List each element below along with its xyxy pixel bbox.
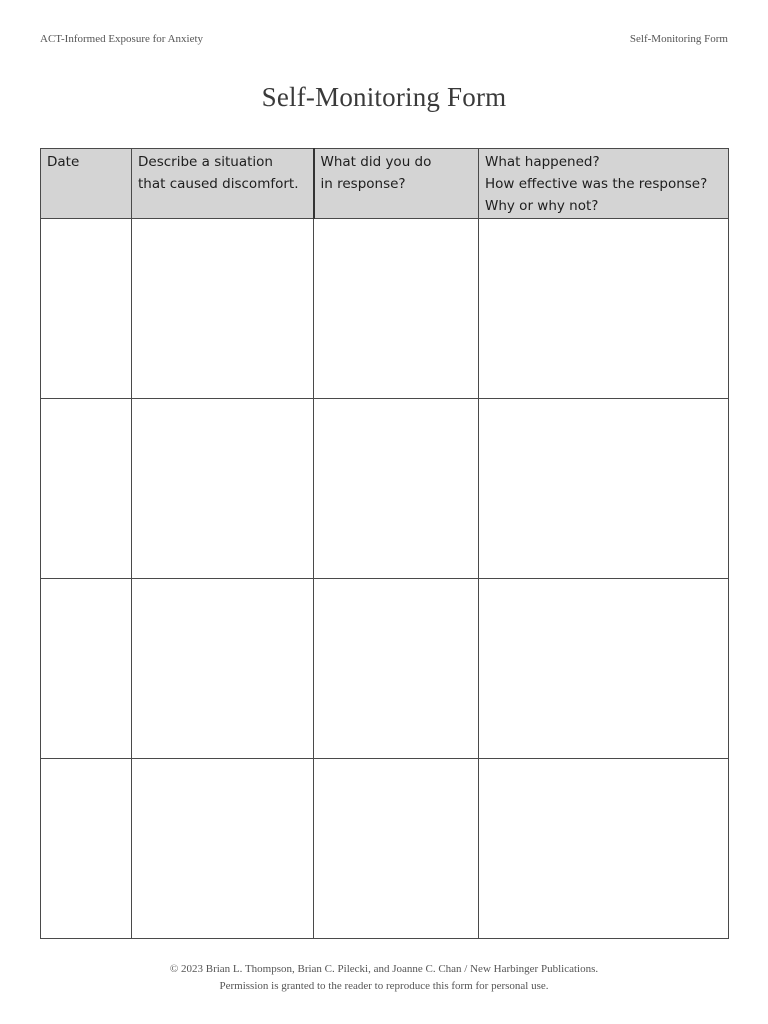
column-header-date (41, 149, 132, 219)
response-cell[interactable] (314, 399, 479, 579)
outcome-cell[interactable] (479, 219, 729, 399)
header-text-line: Why or why not? (485, 198, 599, 214)
response-cell[interactable] (314, 219, 479, 399)
column-header-outcome (479, 149, 729, 219)
response-cell[interactable] (314, 579, 479, 759)
outcome-cell[interactable] (479, 399, 729, 579)
header-text-line: in response? (320, 176, 406, 192)
running-header (40, 33, 728, 49)
header-row (41, 149, 729, 219)
header-text-line: What happened? (485, 154, 600, 170)
date-cell[interactable] (41, 759, 132, 939)
response-cell[interactable] (314, 759, 479, 939)
date-cell[interactable] (41, 579, 132, 759)
situation-cell[interactable] (132, 399, 314, 579)
date-cell[interactable] (41, 399, 132, 579)
situation-cell[interactable] (132, 219, 314, 399)
column-header-situation (132, 149, 314, 219)
page-title: Self-Monitoring Form (261, 82, 507, 112)
table-row (41, 219, 729, 399)
header-text-line: that caused discomfort. (138, 176, 299, 192)
copyright-line: © 2023 Brian L. Thompson, Brian C. Pilecki, and Joanne C. Chan / New Harbinger Publications. (169, 963, 599, 975)
header-text-line: How effective was the response? (485, 176, 708, 192)
outcome-cell[interactable] (479, 579, 729, 759)
column-header-response (314, 149, 479, 219)
situation-cell[interactable] (132, 579, 314, 759)
table-row (41, 399, 729, 579)
table-row (41, 759, 729, 939)
copyright-footer (0, 961, 768, 995)
form-name: Self-Monitoring Form (629, 33, 728, 45)
outcome-cell[interactable] (479, 759, 729, 939)
table-row (41, 579, 729, 759)
header-text-line: Date (47, 154, 80, 170)
permission-line: Permission is granted to the reader to reproduce this form for personal use. (219, 980, 549, 992)
header-text-line: Describe a situation (138, 154, 273, 170)
book-title: ACT-Informed Exposure for Anxiety (40, 33, 204, 45)
date-cell[interactable] (41, 219, 132, 399)
header-text-line: What did you do (320, 154, 432, 170)
self-monitoring-table (40, 148, 729, 939)
situation-cell[interactable] (132, 759, 314, 939)
